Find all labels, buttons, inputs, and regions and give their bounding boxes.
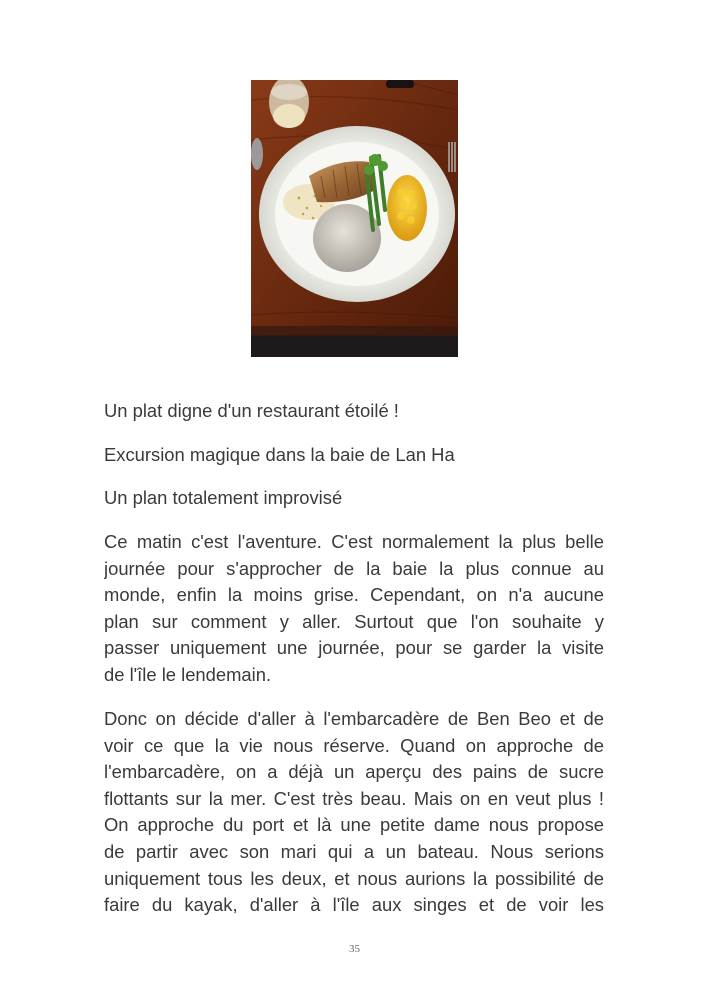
paragraph-line: faire du kayak, d'aller à l'île aux singes et de voir les bbox=[104, 894, 604, 916]
caption-text: Un plat digne d'un restaurant étoilé ! bbox=[104, 400, 399, 421]
photo-caption bbox=[104, 398, 604, 425]
paragraph-line: monde, enfin la moins grise. Cependant, on n'a aucune bbox=[104, 584, 604, 606]
paragraph-line: Ce matin c'est l'aventure. C'est normalement la plus belle bbox=[104, 531, 604, 552]
paragraph-line: flottants sur la mer. C'est très beau. Mais on en veut plus ! bbox=[104, 787, 604, 809]
paragraph-line: passer uniquement une journée, pour se garder la visite bbox=[104, 637, 604, 659]
section-heading bbox=[104, 442, 604, 469]
paragraph-line: voir ce que la vie nous réserve. Quand on approche de bbox=[104, 734, 604, 756]
paragraph-line: plan sur comment y aller. Surtout que l'on souhaite y bbox=[104, 610, 604, 632]
paragraph-line: On approche du port et là une petite dame nous propose bbox=[104, 814, 604, 836]
paragraph-line: uniquement tous les deux, et nous aurions la possibilité de bbox=[104, 867, 604, 889]
food-photo bbox=[251, 80, 458, 357]
subsection-heading-text: Un plan totalement improvisé bbox=[104, 487, 343, 508]
food-photo-illustration bbox=[251, 80, 458, 357]
subsection-heading bbox=[104, 485, 604, 512]
page-number: 35 bbox=[349, 943, 360, 955]
paragraph-2 bbox=[104, 706, 604, 919]
paragraph-line: l'embarcadère, on a déjà un aperçu des pains de sucre bbox=[104, 761, 604, 783]
paragraph-1 bbox=[104, 529, 604, 689]
paragraph-line: Donc on décide d'aller à l'embarcadère de Ben Beo et de bbox=[104, 708, 604, 729]
section-heading-text: Excursion magique dans la baie de Lan Ha bbox=[104, 444, 455, 465]
paragraph-line: de partir avec son mari qui a un bateau. Nous serions bbox=[104, 840, 604, 862]
paragraph-line: de l'île le lendemain. bbox=[104, 663, 272, 685]
paragraph-line: journée pour s'approcher de la baie la plus connue au bbox=[104, 557, 604, 579]
